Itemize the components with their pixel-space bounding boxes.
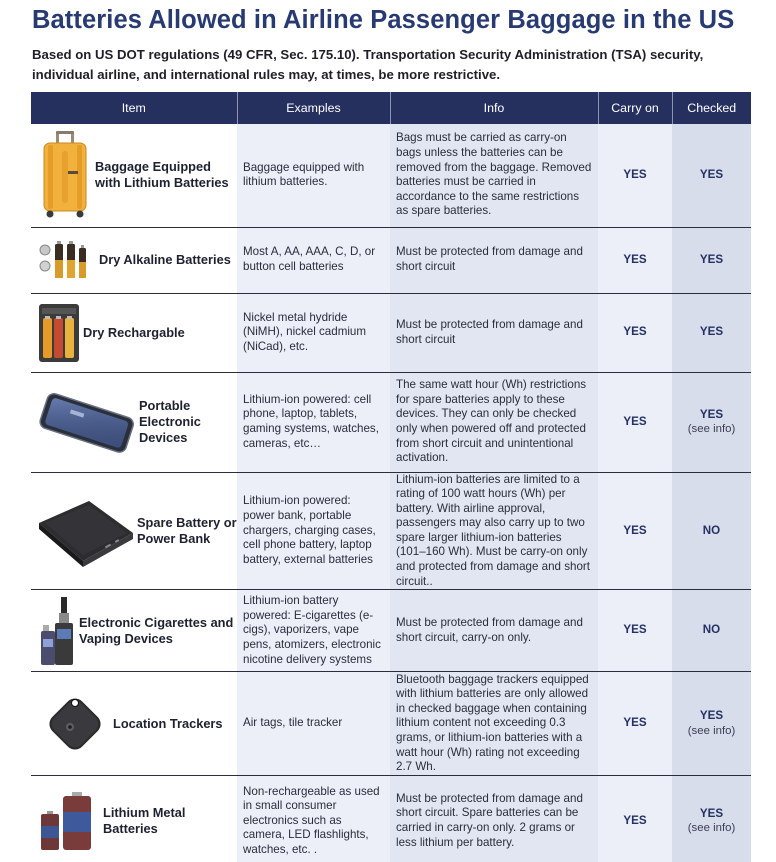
carry-on-cell: YES — [598, 672, 672, 776]
info-cell: Must be protected from damage and short circuit — [390, 227, 598, 293]
checked-value: YES — [699, 407, 724, 421]
examples-cell: Lithium-ion battery powered: E-cigarettes (e-cigs), vaporizers, vape pens, atomizers, electronic nicotine delivery systems — [237, 590, 390, 672]
item-name: Baggage Equipped with Lithium Batteries — [95, 159, 229, 191]
carry-on-cell: YES — [598, 227, 672, 293]
rechargeable-batteries-icon — [35, 302, 83, 364]
checked-note: (see info) — [687, 725, 736, 738]
item-cell — [31, 227, 237, 293]
item-name: Lithium Metal Batteries — [103, 805, 186, 836]
item-name: Spare Battery or Power Bank — [137, 514, 237, 546]
power-bank-icon — [33, 495, 137, 567]
table-header-row — [31, 92, 751, 124]
checked-value: NO — [702, 623, 721, 637]
checked-note: (see info) — [687, 423, 736, 436]
checked-cell — [672, 227, 751, 293]
checked-value: YES — [699, 325, 724, 339]
info-cell: The same watt hour (Wh) restrictions for spare batteries apply to these devices. They can only be checked only when powered off and protected from short circuit and unintentional activation. — [390, 372, 598, 472]
info-cell: Must be protected from damage and short circuit — [390, 293, 598, 372]
item-name: Electronic Cigarettes and Vaping Devices — [79, 614, 234, 646]
page-subtitle: Based on US DOT regulations (49 CFR, Sec. 175.10). Transportation Security Administration (TSA) security, individual airline, and international rules may, at times, be more restrictive. — [32, 47, 704, 82]
info-cell: Must be protected from damage and short circuit. Spare batteries can be carried in carry-on only. 2 grams or less lithium per battery. — [390, 776, 598, 862]
table-row — [31, 293, 751, 372]
info-cell: Must be protected from damage and short circuit, carry-on only. — [390, 590, 598, 672]
header-info: Info — [390, 92, 598, 124]
examples-cell: Most A, AA, AAA, C, D, or button cell batteries — [237, 227, 390, 293]
checked-value: YES — [699, 167, 724, 181]
item-cell — [31, 372, 237, 472]
item-cell — [31, 776, 237, 862]
item-cell — [31, 293, 237, 372]
alkaline-batteries-icon — [35, 238, 99, 282]
item-cell — [31, 124, 237, 227]
tracker-icon — [37, 691, 113, 757]
checked-value: YES — [699, 806, 724, 820]
table-row — [31, 372, 751, 472]
examples-cell: Lithium-ion powered: cell phone, laptop, tablets, gaming systems, watches, cameras, etc… — [237, 372, 390, 472]
table-row — [31, 776, 751, 862]
checked-value: NO — [702, 523, 721, 537]
info-cell: Bluetooth baggage trackers equipped with lithium batteries are only allowed in checked baggage when containing lithium content not exceeding 0.3 grams, or lithium-ion batteries with a watt hour (Wh) rating not exceeding 2.7 Wh. — [390, 672, 598, 776]
table-row — [31, 472, 751, 590]
checked-note: (see info) — [687, 822, 736, 835]
table-row — [31, 672, 751, 776]
examples-cell: Air tags, tile tracker — [237, 672, 390, 776]
header-carry-on: Carry on — [598, 92, 672, 124]
table-row — [31, 590, 751, 672]
item-name: Location Trackers — [113, 715, 223, 731]
carry-on-cell: YES — [598, 124, 672, 227]
checked-cell — [672, 672, 751, 776]
table-row — [31, 227, 751, 293]
carry-on-cell: YES — [598, 472, 672, 590]
checked-value: YES — [699, 252, 724, 266]
checked-cell — [672, 472, 751, 590]
table-row — [31, 124, 751, 227]
e-cigarette-icon — [35, 595, 79, 667]
checked-value: YES — [699, 709, 724, 723]
examples-cell: Non-rechargeable as used in small consumer electronics such as camera, LED flashlights, watches, etc. . — [237, 776, 390, 862]
item-name: Dry Alkaline Batteries — [99, 252, 231, 267]
header-checked: Checked — [672, 92, 751, 124]
item-cell — [31, 590, 237, 672]
item-name: Dry Rechargable — [83, 324, 185, 340]
carry-on-cell: YES — [598, 590, 672, 672]
checked-cell — [672, 293, 751, 372]
carry-on-cell: YES — [598, 293, 672, 372]
item-name: Portable Electronic Devices — [139, 398, 201, 445]
battery-rules-table — [31, 92, 751, 862]
examples-cell: Baggage equipped with lithium batteries. — [237, 124, 390, 227]
lithium-metal-batteries-icon — [35, 790, 103, 852]
checked-cell — [672, 776, 751, 862]
info-cell: Bags must be carried as carry-on bags unless the batteries can be removed from the baggage. Removed batteries must be carried in accordance to the same restrictions as spare batteries. — [390, 124, 598, 227]
checked-cell — [672, 372, 751, 472]
smartphone-icon — [35, 391, 139, 453]
carry-on-cell: YES — [598, 372, 672, 472]
info-cell: Lithium-ion batteries are limited to a rating of 100 watt hours (Wh) per battery. With airline approval, passengers may also carry up to two spare larger lithium-ion batteries (101–160 Wh). Must be carry-on only and protected from damage and short circuit.. — [390, 472, 598, 590]
page-title: Batteries Allowed in Airline Passenger Baggage in the US — [32, 6, 735, 34]
checked-cell — [672, 590, 751, 672]
header-item: Item — [31, 92, 237, 124]
suitcase-icon — [35, 131, 95, 219]
item-cell — [31, 472, 237, 590]
checked-cell — [672, 124, 751, 227]
header-examples: Examples — [237, 92, 390, 124]
examples-cell: Lithium-ion powered: power bank, portable chargers, charging cases, cell phone battery, laptop battery, external batteries — [237, 472, 390, 590]
examples-cell: Nickel metal hydride (NiMH), nickel cadmium (NiCad), etc. — [237, 293, 390, 372]
item-cell — [31, 672, 237, 776]
carry-on-cell: YES — [598, 776, 672, 862]
